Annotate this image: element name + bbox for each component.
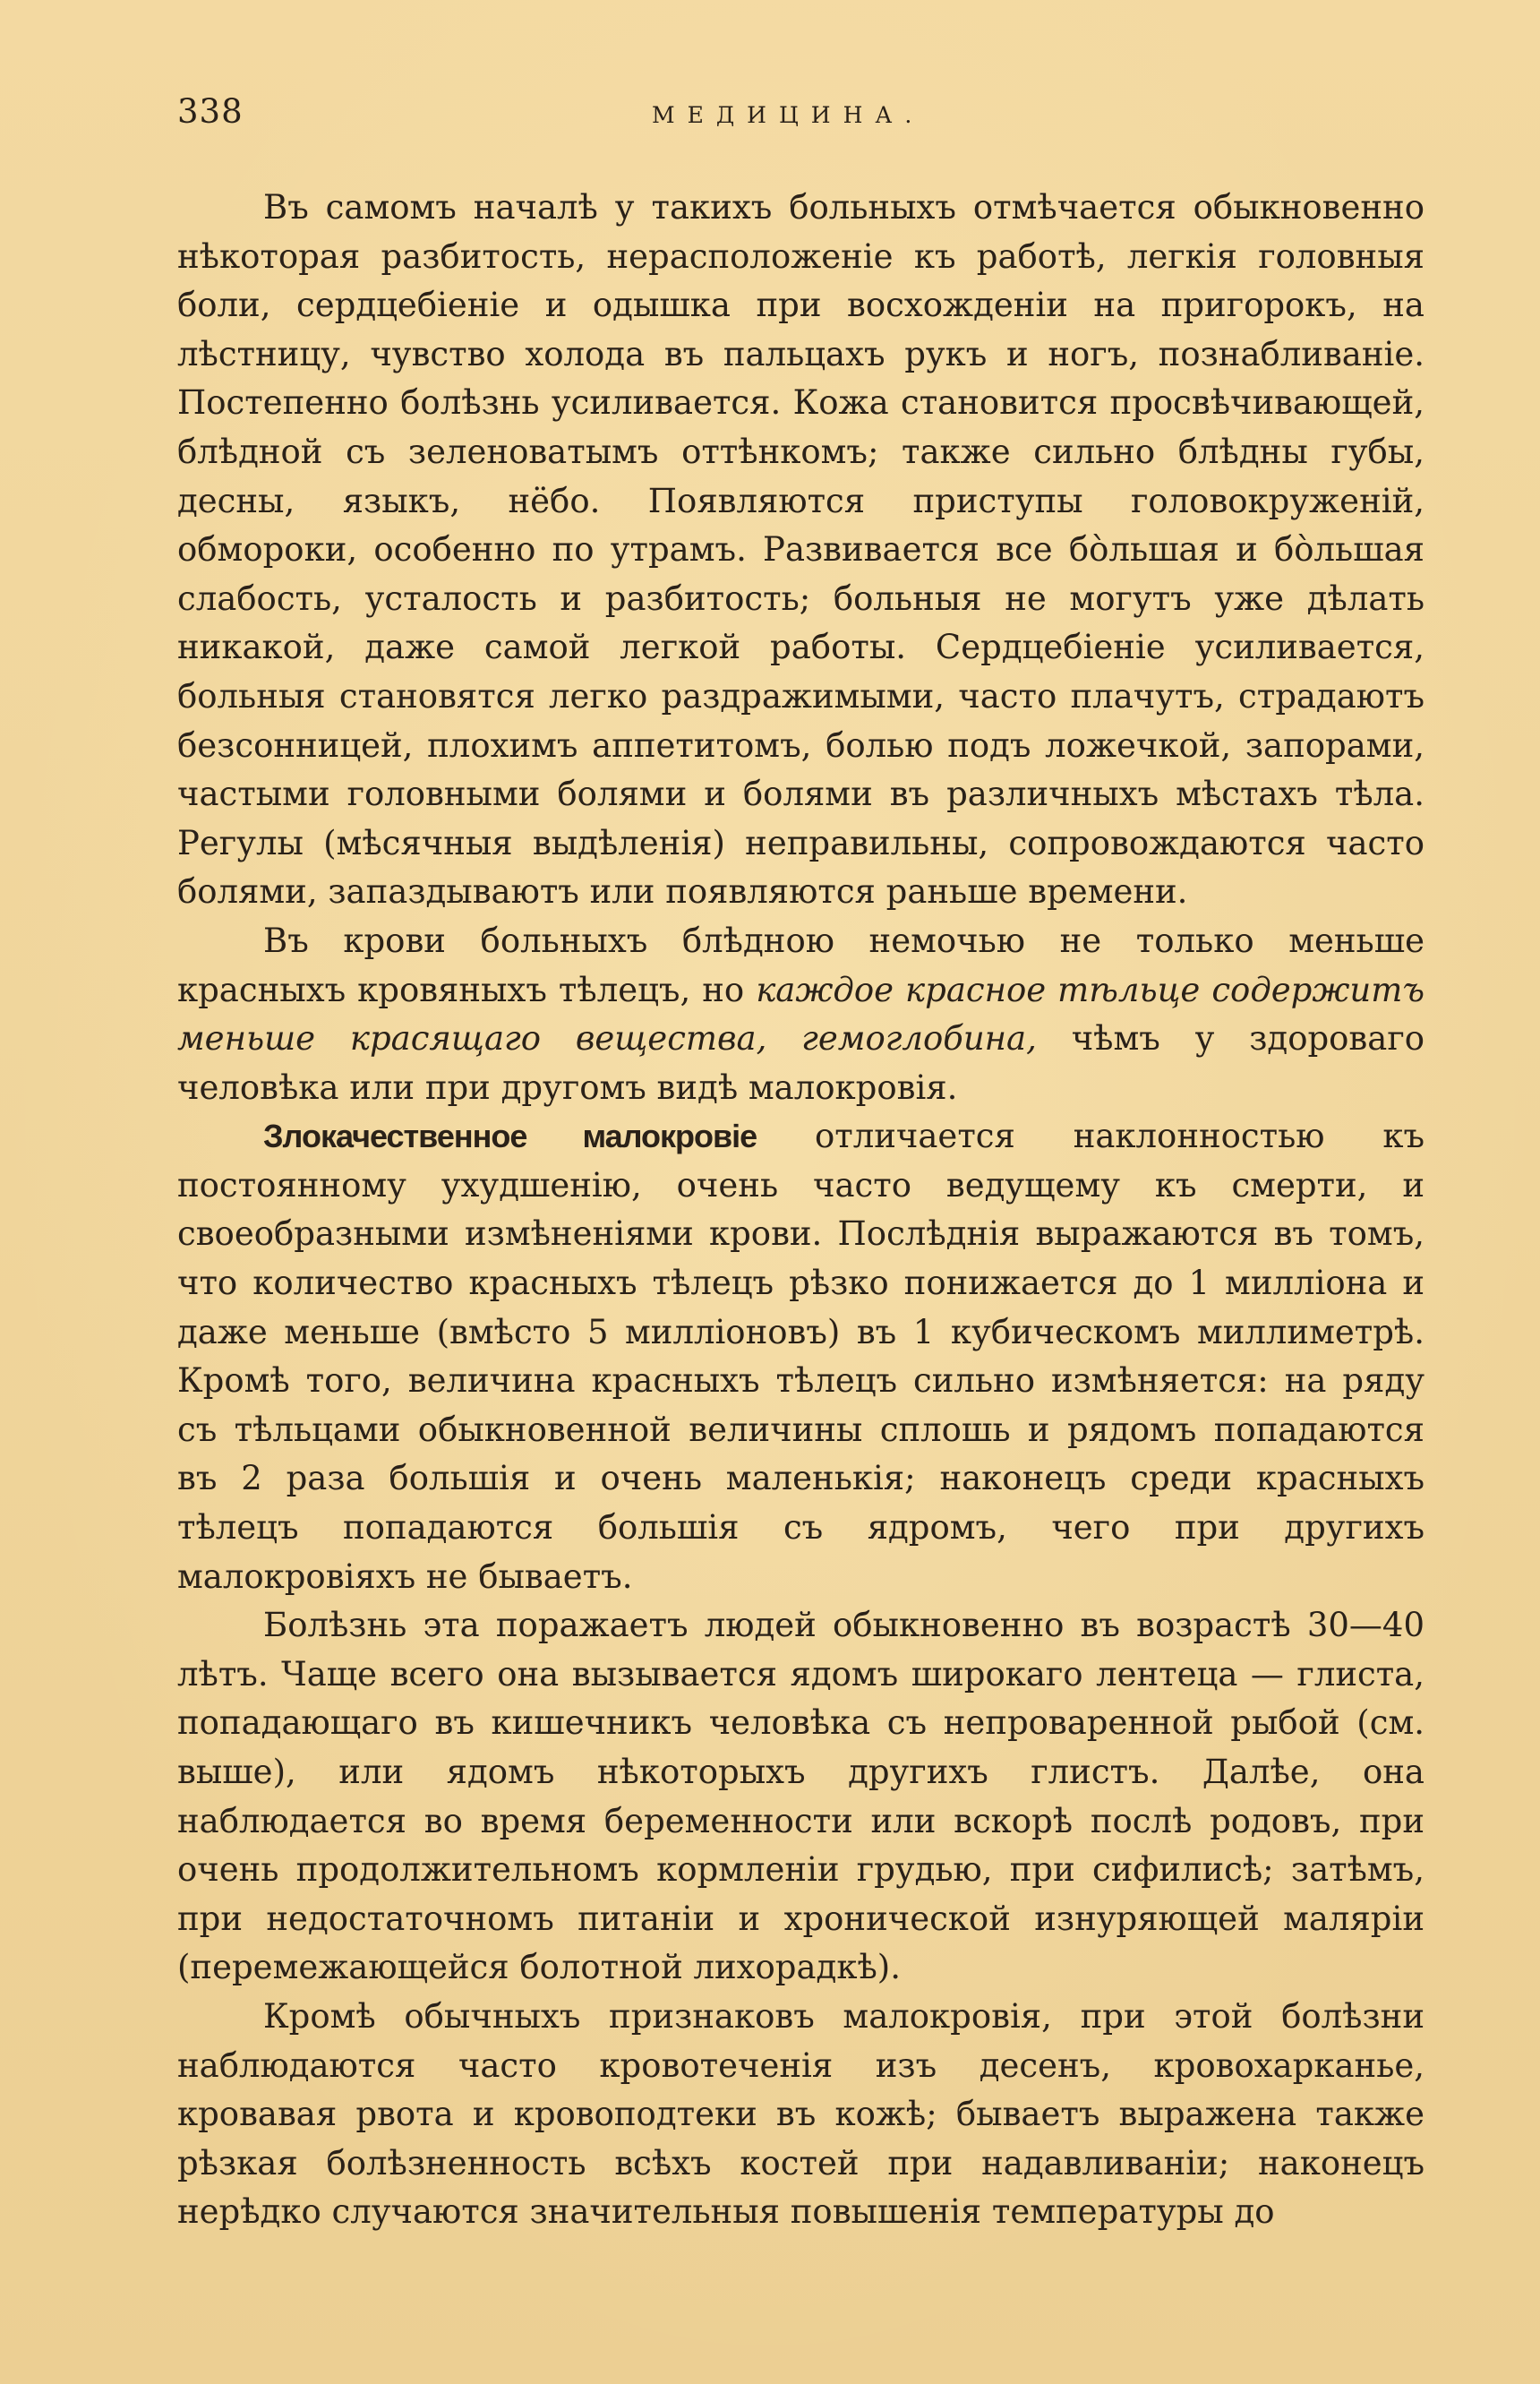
paragraph-signs <box>177 1993 1424 2237</box>
paragraph-text-before: Въ крови больныхъ блѣдною немочью не только меньше красныхъ кровяныхъ тѣлецъ, но <box>177 921 1424 1009</box>
paragraph-causes <box>177 1601 1424 1993</box>
body-text <box>177 184 1424 2237</box>
paragraph-pernicious-anemia <box>177 1112 1424 1601</box>
running-title: МЕДИЦИНА. <box>652 102 925 128</box>
paragraph-text-after: чѣмъ у здороваго человѣка или при другомъ видѣ малокровія. <box>177 1019 1424 1107</box>
page-header <box>177 85 1368 139</box>
paragraph-text: Болѣзнь эта поражаетъ людей обыкновенно въ возрастѣ 30—40 лѣтъ. Чаще всего она вызывается ядомъ широкаго лентеца — глиста, попадающаго въ кишечникъ человѣка съ непроваренной рыбой (см. выше), или ядомъ нѣкоторыхъ другихъ глистъ. Далѣе, она наблюдается во время беременности или вскорѣ послѣ родовъ, при очень продолжительномъ кормленіи грудью, при сифилисѣ; затѣмъ, при недостаточномъ питаніи и хронической изнуряющей маляріи (перемежающейся болотной лихорадкѣ). <box>177 1606 1424 1987</box>
page-number: 338 <box>177 92 244 131</box>
paragraph-blood <box>177 917 1424 1112</box>
paragraph-symptoms <box>177 184 1424 917</box>
paragraph-text: Кромѣ обычныхъ признаковъ малокровія, при этой болѣзни наблюдаются часто кровотеченія изъ деcенъ, кровохарканье, кровавая рвота и кровоподтеки въ кожѣ; бываетъ выражена также рѣзкая болѣзненность всѣхъ костей при надавливаніи; наконецъ нерѣдко случаются значительныя повышенія температуры до <box>177 1996 1424 2232</box>
section-heading: Злокачественное малокровіе <box>263 1118 757 1155</box>
paragraph-text: отличается наклонностью къ постоянному ухудшенію, очень часто ведущему къ смерти, и своеобразными измѣненіями крови. Послѣднія выражаются въ томъ, что количество красныхъ тѣлецъ рѣзко понижается до 1 милліона и даже меньше (вмѣсто 5 милліоновъ) въ 1 кубическомъ миллиметрѣ. Кромѣ того, величина красныхъ тѣлецъ сильно измѣняется: на ряду съ тѣльцами обыкновенной величины сплошь и рядомъ попадаются въ 2 раза большія и очень маленькія; наконецъ среди красныхъ тѣлецъ попадаются большія съ ядромъ, чего при другихъ малокровіяхъ не бываетъ. <box>177 1117 1424 1596</box>
paragraph-italic-emphasis: каждое красное тѣльце содержитъ меньше красящаго вещества, гемоглобина, <box>177 970 1424 1059</box>
paragraph-text: Въ самомъ началѣ у такихъ больныхъ отмѣчается обыкновенно нѣкоторая разбитость, нерасположеніе къ работѣ, легкія головныя боли, сердцебіеніе и одышка при восхожденіи на пригорокъ, на лѣстницу, чувство холода въ пальцахъ рукъ и ногъ, познабливаніе. Постепенно болѣзнь усиливается. Кожа становится просвѣчивающей, блѣдной съ зеленоватымъ оттѣнкомъ; также сильно блѣдны губы, десны, языкъ, нёбо. Появляются приступы головокруженій, обмороки, особенно по утрамъ. Развивается все бо̀льшая и бо̀льшая слабость, усталость и разбитость; больныя не могутъ уже дѣлать никакой, даже самой легкой работы. Сердцебіеніе усиливается, больныя становятся легко раздражимыми, часто плачутъ, страдаютъ безсонницей, плохимъ аппетитомъ, болью подъ ложечкой, запорами, частыми головными болями и болями въ различныхъ мѣстахъ тѣла. Регулы (мѣсячныя выдѣленія) неправильны, сопровождаются часто болями, запаздываютъ или появляются раньше времени. <box>177 188 1424 912</box>
